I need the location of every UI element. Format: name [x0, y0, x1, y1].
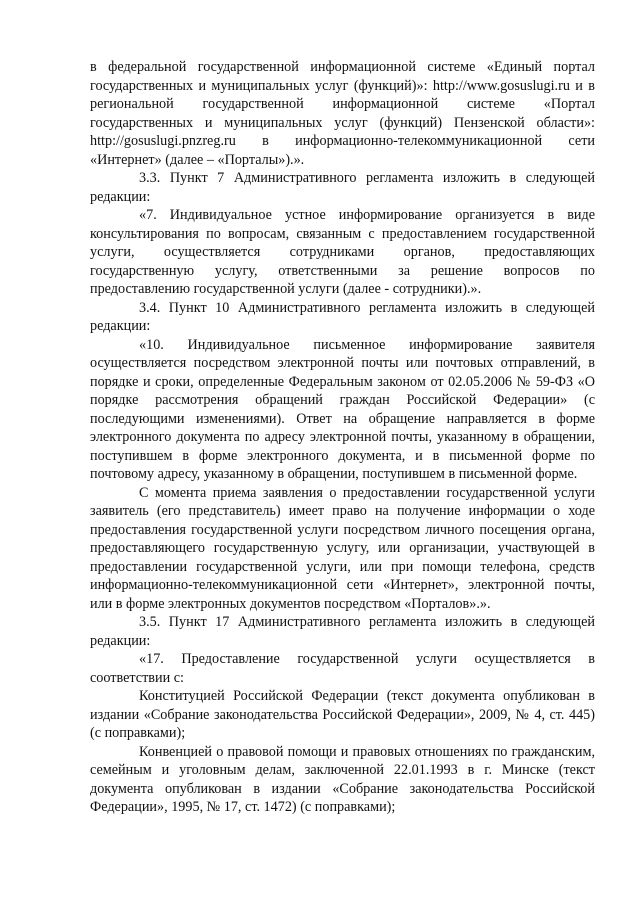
- paragraph-constitution: Конституцией Российской Федерации (текст документа опубликован в издании «Собрание законодательства Российской Федерации», 2009, № 4, ст. 445) (с поправками);: [90, 688, 595, 741]
- paragraph-item-3-3: 3.3. Пункт 7 Административного регламента изложить в следующей редакции:: [90, 170, 595, 205]
- paragraph-clause-10-continued: С момента приема заявления о предоставлении государственной услуги заявитель (его представитель) имеет право на получение информации о ходе предоставления государственной услуги посредством личного посещения органа, предоставляющего государственную услугу, или организации, участвующей в предоставлении государственной услуги, или при помощи телефона, средств информационно-телекоммуникационной сети «Интернет», электронной почты, или в форме электронных документов посредством «Порталов».».: [90, 484, 595, 612]
- document-page: [90, 58, 595, 817]
- paragraph-portals-continuation: в федеральной государственной информационной системе «Единый портал государственных и муниципальных услуг (функций)»: http://www.gosuslugi.ru и в региональной государственной информационной системе «Портал государственных и муниципальных услуг (функций) Пензенской области»: http://gosuslugi.pnzreg.ru в информационно-телекоммуникационной сети «Интернет» (далее – «Порталы»).».: [90, 59, 595, 168]
- paragraph-clause-10: «10. Индивидуальное письменное информирование заявителя осуществляется посредством электронной почты или почтовых отправлений, в порядке и сроки, определенные Федеральным законом от 02.05.2006 № 59-ФЗ «О порядке рассмотрения обращений граждан Российской Федерации» (с последующими изменениями). Ответ на обращение направляется в форме электронного документа по адресу электронной почты, указанному в обращении, поступившем в форме электронного документа, и в письменной форме по почтовому адресу, указанному в обращении, поступившем в письменной форме.: [90, 336, 595, 482]
- paragraph-minsk-convention: Конвенцией о правовой помощи и правовых отношениях по гражданским, семейным и уголовным делам, заключенной 22.01.1993 в г. Минске (текст документа опубликован в издании «Собрание законодательства Российской Федерации», 1995, № 17, ст. 1472) (с поправками);: [90, 743, 595, 815]
- paragraph-clause-17: «17. Предоставление государственной услуги осуществляется в соответствии с:: [90, 651, 595, 686]
- paragraph-item-3-5: 3.5. Пункт 17 Административного регламента изложить в следующей редакции:: [90, 614, 595, 649]
- paragraph-clause-7: «7. Индивидуальное устное информирование организуется в виде консультирования по вопросам, связанным с предоставлением государственной услуги, осуществляется сотрудниками органов, предоставляющих государственную услугу, ответственными за решение вопросов по предоставлению государственной услуги (далее - сотрудники).».: [90, 207, 595, 297]
- paragraph-item-3-4: 3.4. Пункт 10 Административного регламента изложить в следующей редакции:: [90, 299, 595, 334]
